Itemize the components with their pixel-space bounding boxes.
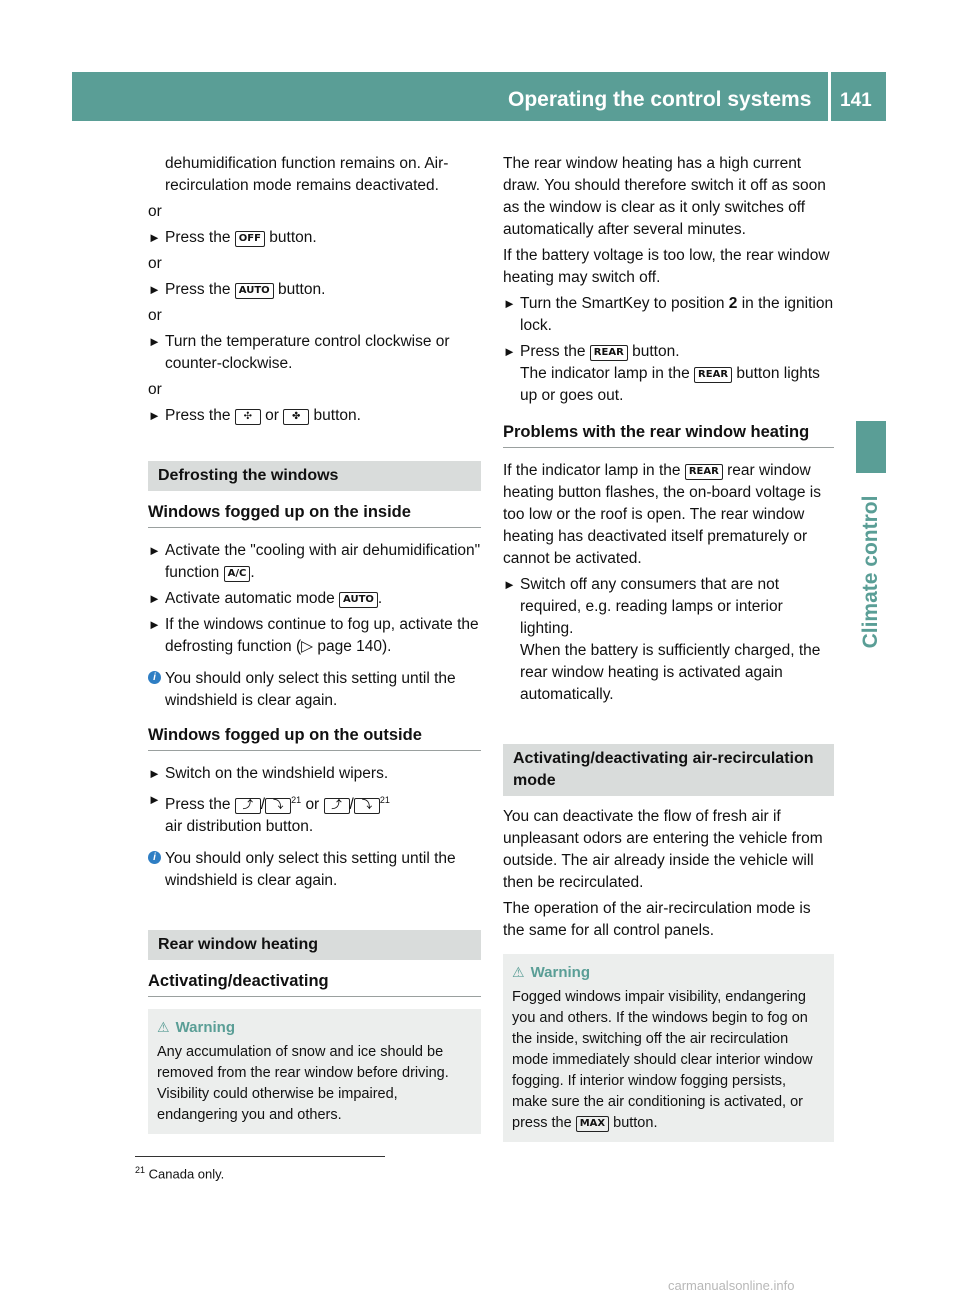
warning-text: Any accumulation of snow and ice should be removed from the rear window before driving. Visibility could otherwise be impaired, endangering you and others. bbox=[157, 1044, 449, 1124]
subhead-inside: Windows fogged up on the inside bbox=[148, 501, 481, 528]
step-arrow-icon: ► bbox=[503, 296, 516, 311]
paragraph: The rear window heating has a high current draw. You should therefore switch it off as soon as the window is clear as it only switches off automatically after several minutes. bbox=[503, 155, 826, 238]
step-arrow-icon: ► bbox=[148, 591, 161, 606]
auto-key-icon: AUTO bbox=[339, 592, 378, 608]
air-down-key-icon: ⤵ bbox=[265, 798, 291, 814]
step-arrow-icon: ► bbox=[148, 408, 161, 423]
rear-defrost-key-icon: REAR bbox=[685, 464, 723, 480]
paragraph: The operation of the air-recirculation mode is the same for all control panels. bbox=[503, 900, 811, 939]
ac-key-icon: A/C bbox=[224, 566, 251, 582]
footnote: $^{21}$ Canada only. bbox=[135, 1156, 385, 1181]
side-tab-block bbox=[856, 421, 886, 473]
step-air-dist: ► Press the ⤴ / ⤵$^{21}$ or ⤴ / ⤵$^{21}$ air distribution button. bbox=[148, 789, 481, 838]
max-defrost-key-icon: MAX bbox=[576, 1116, 609, 1132]
step-press-rear: ► Press the REAR button. The indicator lamp in the REAR button lights up or goes out. bbox=[503, 343, 820, 404]
section-recirc: Activating/deactivating air-recirculation mode bbox=[503, 744, 834, 796]
step-press-fan: ► Press the ✣ or ✤ button. bbox=[148, 405, 481, 427]
watermark: carmanualsonline.info bbox=[668, 1278, 795, 1293]
step-defrost: ► If the windows continue to fog up, activate the defrosting function (▷ page 140). bbox=[148, 616, 479, 655]
subhead-activating: Activating/deactivating bbox=[148, 970, 481, 997]
warning-box bbox=[148, 1009, 481, 1134]
step-arrow-icon: ► bbox=[148, 617, 161, 632]
warning-box bbox=[503, 954, 834, 1142]
air-down-key-icon: ⤵ bbox=[354, 798, 380, 814]
warning-icon: ⚠ bbox=[157, 1019, 170, 1036]
step-arrow-icon: ► bbox=[148, 792, 161, 807]
info-icon: i bbox=[148, 851, 161, 864]
or-text: or bbox=[148, 307, 162, 324]
rear-defrost-key-icon: REAR bbox=[590, 345, 628, 361]
paragraph: If the indicator lamp in the REAR rear window heating button flashes, the on-board voltage is too low or the roof is open. The rear window heating has deactivated itself prematurely or cannot be activated. bbox=[503, 462, 821, 567]
step-wipers: ► Switch on the windshield wipers. bbox=[148, 763, 481, 785]
step-press-auto: ► Press the AUTO button. bbox=[148, 279, 481, 301]
step-press-off: ► Press the OFF button. bbox=[148, 227, 481, 249]
step-auto-mode: ► Activate automatic mode AUTO . bbox=[148, 588, 481, 610]
or-text: or bbox=[148, 203, 162, 220]
step-arrow-icon: ► bbox=[148, 282, 161, 297]
info-note: i You should only select this setting until the windshield is clear again. bbox=[148, 848, 481, 892]
step-arrow-icon: ► bbox=[148, 334, 161, 349]
step-turn-key: ► Turn the SmartKey to position 2 in the ignition lock. bbox=[503, 295, 834, 334]
warning-text: Fogged windows impair visibility, endangering you and others. If the windows begin to fog on the inside, switching off the air recirculation mode immediately should clear interior window fogging. If interior window fogging persists, make sure the air conditioning is activated, or press the MAX button. bbox=[512, 989, 813, 1131]
fan-up-key-icon: ✣ bbox=[235, 409, 261, 425]
step-arrow-icon: ► bbox=[148, 230, 161, 245]
step-arrow-icon: ► bbox=[503, 577, 516, 592]
air-up-key-icon: ⤴ bbox=[324, 798, 350, 814]
warning-title: ⚠ Warning bbox=[157, 1019, 235, 1037]
warning-icon: ⚠ bbox=[512, 964, 525, 980]
subhead-problems: Problems with the rear window heating bbox=[503, 421, 834, 448]
right-column bbox=[503, 153, 834, 1142]
step-consumers: ► Switch off any consumers that are not required, e.g. reading lamps or interior lighting. When the battery is sufficiently charged, the rear window heating is activated again automatically. bbox=[503, 576, 821, 703]
step-cooling: ► Activate the "cooling with air dehumidification" function A/C . bbox=[148, 542, 481, 581]
section-defrost: Defrosting the windows bbox=[148, 461, 481, 491]
warning-title: ⚠ Warning bbox=[512, 964, 590, 981]
rear-defrost-key-icon: REAR bbox=[694, 367, 732, 383]
fan-down-key-icon: ✤ bbox=[283, 409, 309, 425]
step-turn-temp: ► Turn the temperature control clockwise or counter-clockwise. bbox=[148, 333, 450, 372]
step-arrow-icon: ► bbox=[148, 543, 161, 558]
step-arrow-icon: ► bbox=[148, 766, 161, 781]
page-title: Operating the control systems bbox=[508, 88, 812, 111]
or-text: or bbox=[148, 381, 162, 398]
header-separator bbox=[828, 72, 831, 121]
info-icon: i bbox=[148, 671, 161, 684]
intro-text: dehumidification function remains on. Air-recirculation mode remains deactivated. bbox=[165, 155, 449, 194]
paragraph: If the battery voltage is too low, the rear window heating may switch off. bbox=[503, 247, 830, 286]
paragraph: You can deactivate the flow of fresh air if unpleasant odors are entering the vehicle from outside. The air already inside the vehicle will then be recirculated. bbox=[503, 808, 823, 891]
section-rear: Rear window heating bbox=[148, 930, 481, 960]
air-up-key-icon: ⤴ bbox=[235, 798, 261, 814]
page-number: 141 bbox=[840, 90, 872, 111]
side-tab-label: Climate control bbox=[859, 495, 882, 649]
off-key-icon: OFF bbox=[235, 231, 265, 247]
or-text: or bbox=[148, 255, 162, 272]
auto-key-icon: AUTO bbox=[235, 283, 274, 299]
subhead-outside: Windows fogged up on the outside bbox=[148, 724, 481, 751]
info-note: i You should only select this setting until the windshield is clear again. bbox=[148, 668, 481, 712]
left-column bbox=[148, 153, 481, 1134]
step-arrow-icon: ► bbox=[503, 344, 516, 359]
